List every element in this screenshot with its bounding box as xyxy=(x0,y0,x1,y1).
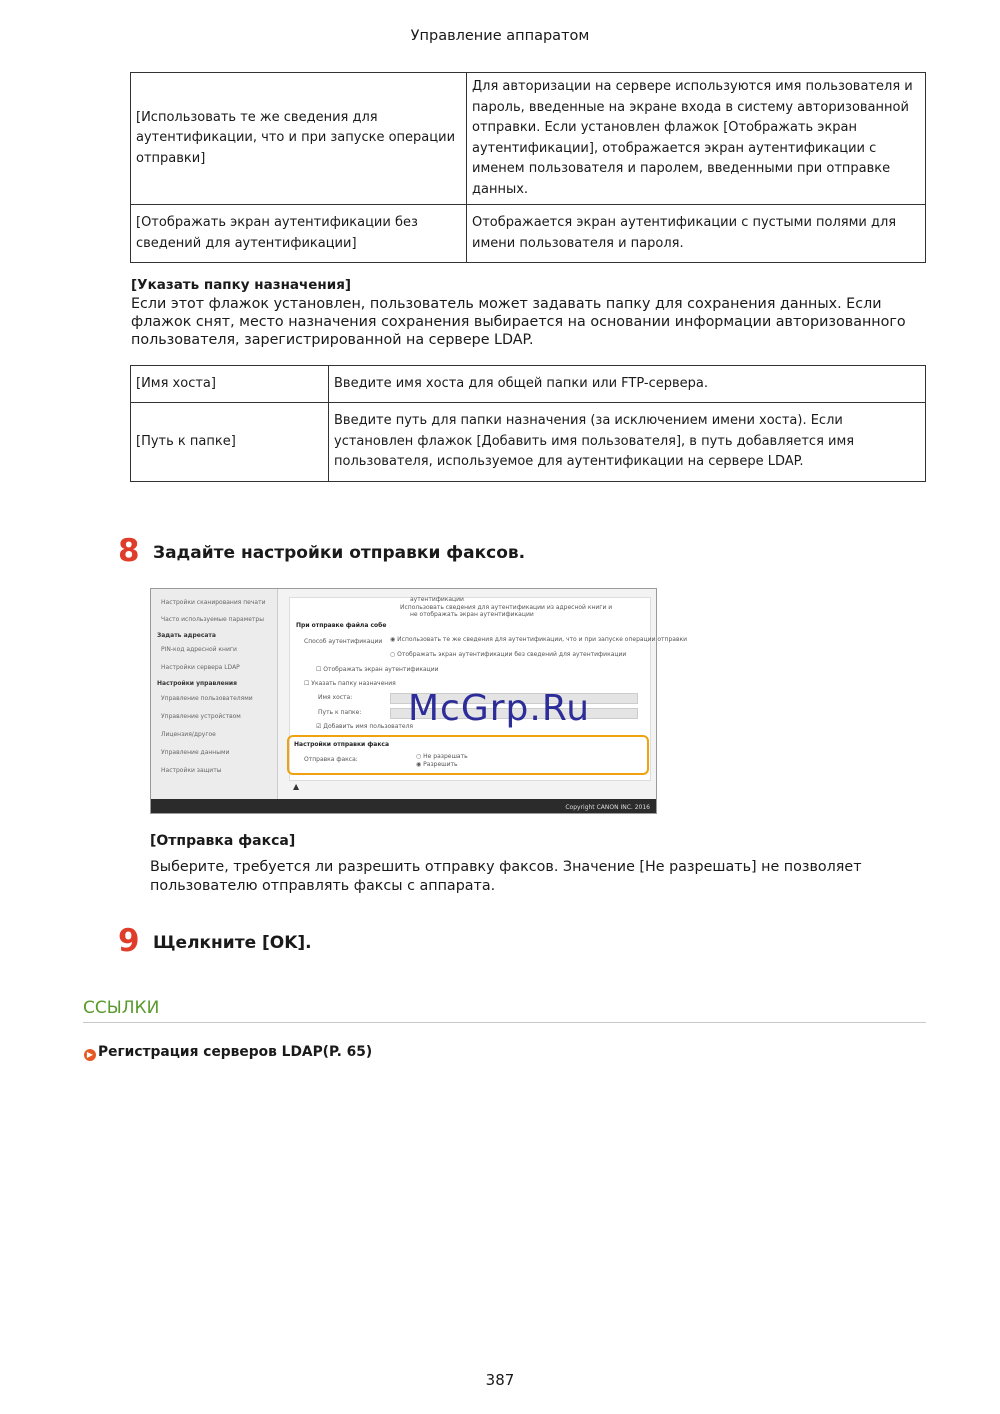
table-row xyxy=(131,403,926,482)
page-number: 387 xyxy=(485,1371,515,1389)
step-number: 9 xyxy=(118,923,140,959)
links-heading: ССЫЛКИ xyxy=(83,998,160,1018)
table-row xyxy=(131,205,926,263)
watermark: McGrp.Ru xyxy=(408,688,591,729)
page-header: Управление аппаратом xyxy=(410,28,590,44)
radio-option[interactable]: ◉ Разрешить xyxy=(416,761,458,768)
sidebar-heading: Настройки управления xyxy=(157,680,237,687)
sidebar-item: Управление пользователями xyxy=(161,695,253,702)
table-cell-key: [Имя хоста] xyxy=(131,366,329,403)
note-text: не отображать экран аутентификации xyxy=(410,611,534,618)
checkbox-add-user[interactable]: ☑ Добавить имя пользователя xyxy=(316,723,414,730)
scroll-top-icon[interactable]: ▲ xyxy=(293,782,300,791)
reference-link[interactable]: ▶ Регистрация серверов LDAP(P. 65) xyxy=(84,1044,372,1061)
sidebar-item: Управление устройством xyxy=(161,713,241,720)
field-label: Способ аутентификации xyxy=(304,638,383,645)
sidebar-heading: Задать адресата xyxy=(157,632,216,639)
auth-options-table xyxy=(130,72,926,263)
table-cell-key: [Использовать те же сведения для аутентификации, что и при запуске операции отправки] xyxy=(131,73,467,205)
radio-option[interactable]: ○ Отображать экран аутентификации без сведений для аутентификации xyxy=(390,651,627,658)
screenshot-sidebar xyxy=(151,589,278,799)
arrow-right-icon: ▶ xyxy=(84,1049,96,1061)
sidebar-item: PIN-код адресной книги xyxy=(161,646,237,653)
step-title: Задайте настройки отправки факсов. xyxy=(153,543,526,563)
section-title: При отправке файла собе xyxy=(296,622,387,629)
radio-option[interactable]: ◉ Использовать те же сведения для аутентификации, что и при запуске операции отправки xyxy=(390,636,688,643)
sidebar-item: Лицензия/другое xyxy=(161,731,216,738)
table-row xyxy=(131,73,926,205)
step-number: 8 xyxy=(118,533,140,569)
sidebar-item: Часто используемые параметры xyxy=(161,616,264,623)
fax-highlight-box xyxy=(287,735,649,775)
copyright-text: Copyright CANON INC. 2016 xyxy=(565,804,650,811)
fax-description: Выберите, требуется ли разрешить отправку факсов. Значение [Не разрешать] не позволяет пользователю отправлять факсы с аппарата. xyxy=(150,859,862,894)
table-cell-value: Введите путь для папки назначения (за исключением имени хоста). Если установлен флажок [Добавить имя пользователя], в путь добавляется имя пользователя, используемое для аутентификации на сервере LDAP. xyxy=(329,403,926,482)
sidebar-item: Настройки сервера LDAP xyxy=(161,664,240,671)
table-row xyxy=(131,366,926,403)
field-label: Имя хоста: xyxy=(318,694,353,701)
table-cell-key: [Отображать экран аутентификации без сведений для аутентификации] xyxy=(131,205,467,263)
note-text: Использовать сведения для аутентификации из адресной книги и xyxy=(400,604,613,611)
sidebar-item: Настройки защиты xyxy=(161,767,222,774)
radio-option[interactable]: ○ Не разрешать xyxy=(416,753,468,760)
sidebar-item: Управление данными xyxy=(161,749,230,756)
field-label: Отправка факса: xyxy=(304,756,358,763)
field-label: Путь к папке: xyxy=(318,709,362,716)
links-divider xyxy=(83,1022,926,1023)
step-title: Щелкните [OK]. xyxy=(153,933,312,953)
note-text: аутентификации xyxy=(410,596,464,603)
folder-heading: [Указать папку назначения] xyxy=(131,277,352,293)
table-cell-value: Для авторизации на сервере используются имя пользователя и пароль, введенные на экране входа в систему авторизованной отправки. Если установлен флажок [Отображать экран аутентификации], отображается экран аутентификации с именем пользователя и паролем, введенными при отправке данных. xyxy=(467,73,926,205)
table-cell-key: [Путь к папке] xyxy=(131,403,329,482)
checkbox-show-auth[interactable]: ☐ Отображать экран аутентификации xyxy=(316,666,439,673)
sidebar-item: Настройки сканирования печати xyxy=(161,599,266,606)
folder-options-table xyxy=(130,365,926,482)
section-title: Настройки отправки факса xyxy=(294,741,390,748)
folder-description: Если этот флажок установлен, пользователь может задавать папку для сохранения данных. Если флажок снят, место назначения сохранения выбирается на основании информации авторизованного пользователя, зарегистрированной на сервере LDAP. xyxy=(131,296,906,349)
table-cell-value: Введите имя хоста для общей папки или FTP-сервера. xyxy=(329,366,926,403)
table-cell-value: Отображается экран аутентификации с пустыми полями для имени пользователя и пароля. xyxy=(467,205,926,263)
checkbox-specify-folder[interactable]: ☐ Указать папку назначения xyxy=(304,680,396,687)
fax-heading: [Отправка факса] xyxy=(150,833,296,849)
